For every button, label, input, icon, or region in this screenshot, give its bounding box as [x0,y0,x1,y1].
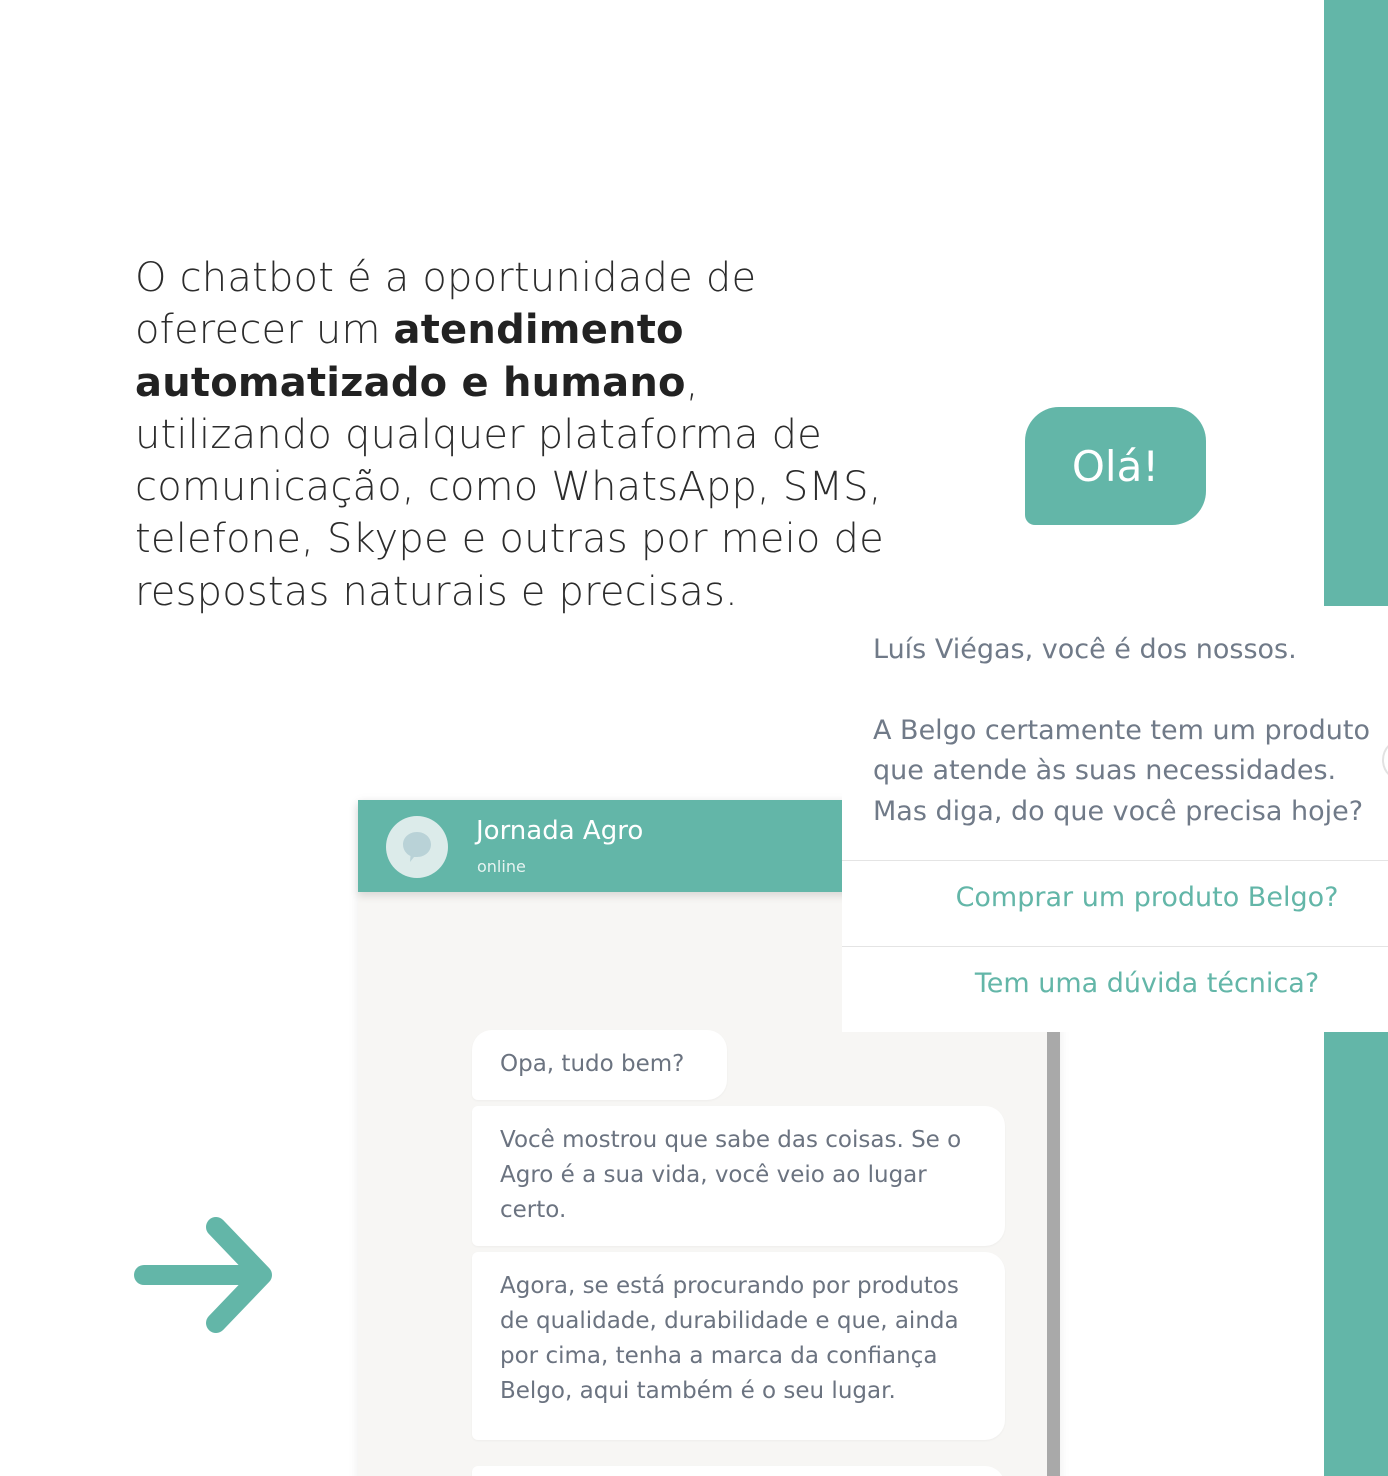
divider [842,946,1388,947]
headline-part2: , utilizando qualquer plataforma de comunicação, como WhatsApp, SMS, telefone, Skype e outras por meio de respostas naturais e precisas. [135,359,884,615]
reply-card-line: A Belgo certamente tem um produto [873,714,1371,746]
chat-title: Jornada Agro [476,816,644,846]
headline [135,252,895,618]
chat-scrollbar[interactable] [1047,1032,1060,1476]
reply-options-card [842,606,1388,1032]
headline-bold: atendimento automatizado e humano [135,307,686,406]
reply-card-line: que atende às suas necessidades. [873,755,1337,786]
greeting-bubble: Olá! [1025,407,1206,525]
chat-message: Você mostrou que sabe das coisas. Se o Agro é a sua vida, você veio ao lugar certo. [472,1106,1005,1246]
reply-card-line: Luís Viégas, você é dos nossos. [873,634,1297,665]
reply-card-line: Mas diga, do que você precisa hoje? [873,795,1364,827]
chat-bubble-icon [401,830,433,864]
chat-message: Opa, tudo bem? [472,1030,727,1100]
option-buy-product[interactable]: Comprar um produto Belgo? [955,882,1339,913]
chat-status: online [477,857,526,876]
headline-part1: O chatbot é a oportunidade de oferecer um [135,255,757,354]
reply-card-text [873,630,1388,832]
chat-message: Agora, se está procurando por produtos de qualidade, durabilidade e que, ainda por cima, tenha a marca da confiança Belgo, aqui também é o seu lugar. [472,1252,1005,1440]
arrow-right-icon [134,1217,274,1335]
divider [842,860,1388,861]
avatar [386,816,448,878]
chat-message-partial [472,1466,1005,1476]
option-technical-question[interactable]: Tem uma dúvida técnica? [974,968,1320,999]
